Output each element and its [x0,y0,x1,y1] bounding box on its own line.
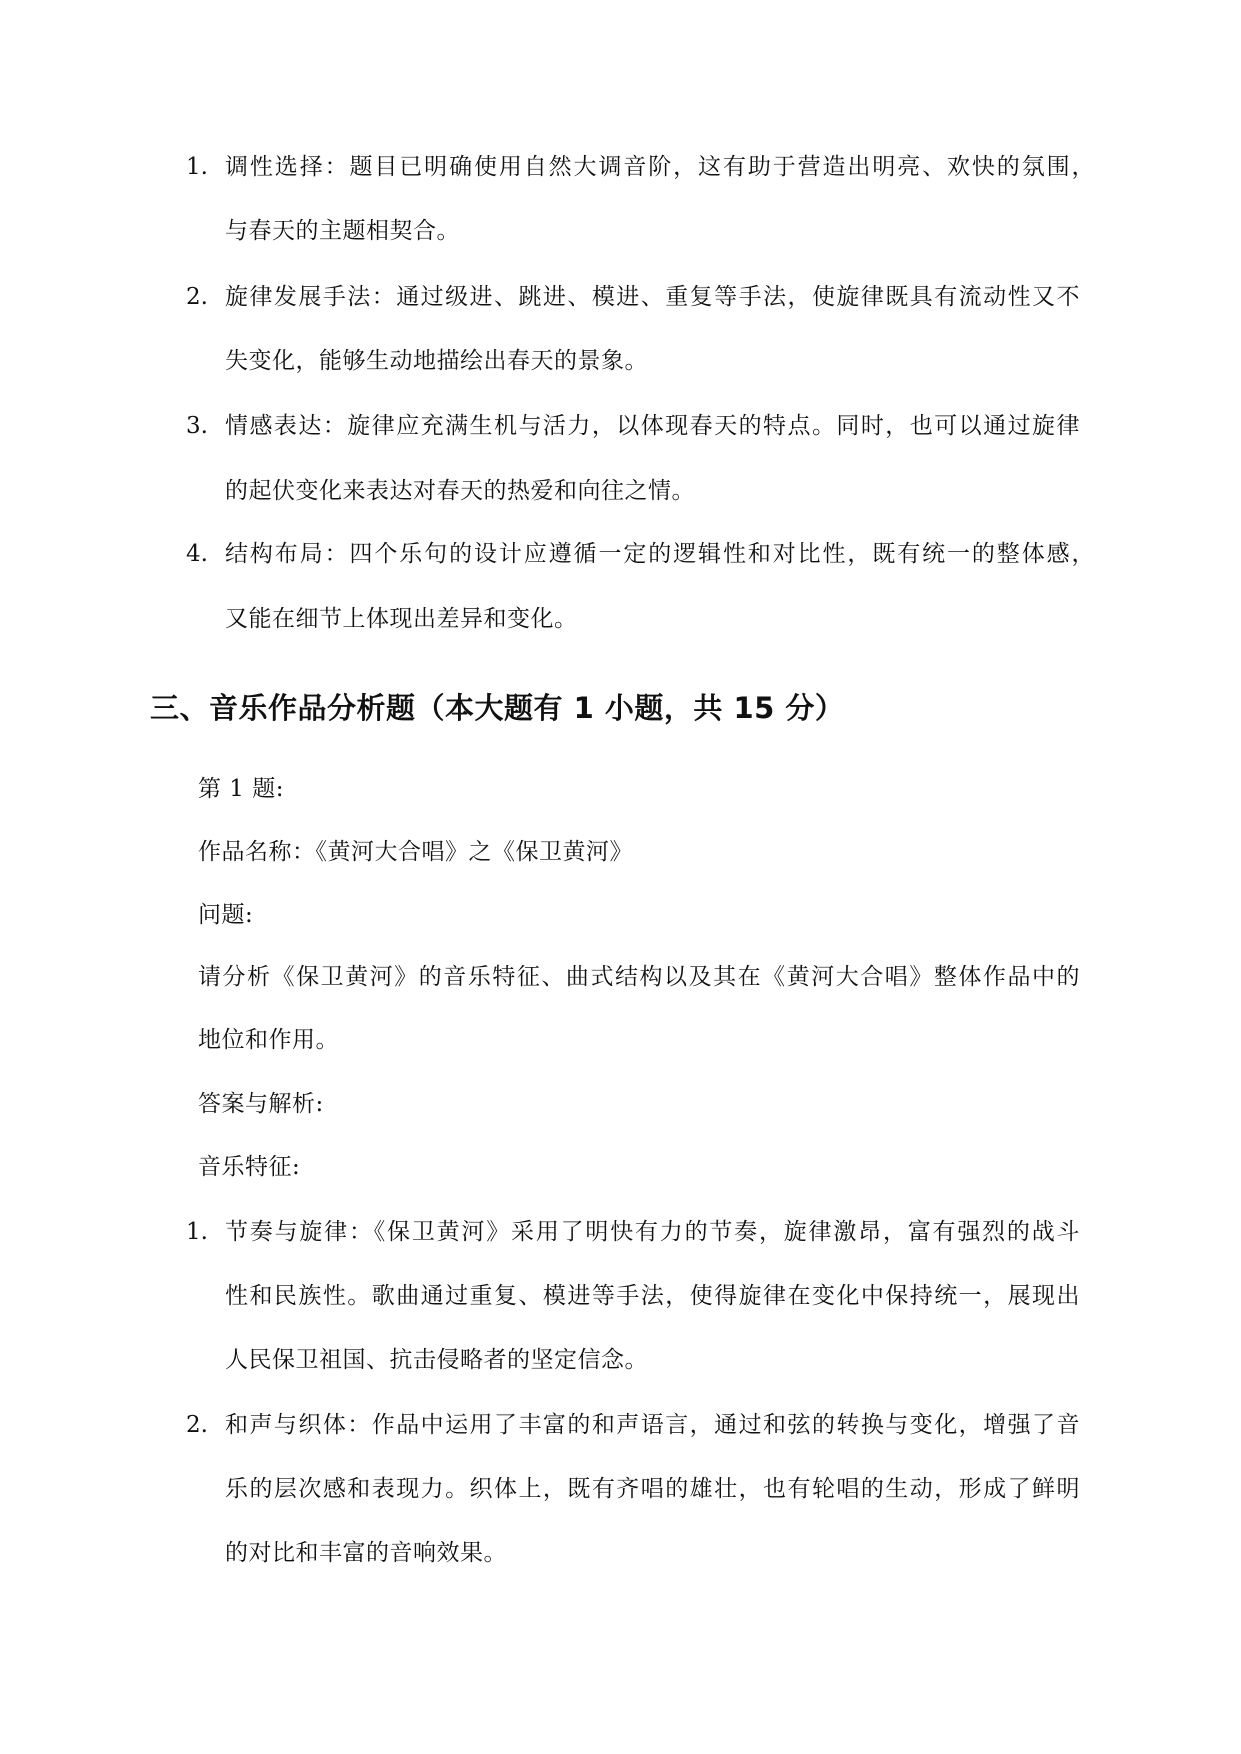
list-item-number: 3. [186,413,208,439]
question-title: 问题: [198,902,254,928]
list-item-line: 人民保卫祖国、抗击侵略者的坚定信念。 [225,1347,648,1373]
list-item-line: 和声与织体：作品中运用了丰富的和声语言，通过和弦的转换与变化，增强了音 [225,1412,1080,1438]
list-item-line: 的对比和丰富的音响效果。 [225,1540,507,1566]
section-heading: 三、音乐作品分析题（本大题有 1 小题，共 15 分） [150,691,845,725]
list-item-line: 乐的层次感和表现力。织体上，既有齐唱的雄壮，也有轮唱的生动，形成了鲜明 [225,1476,1080,1502]
list-item-line: 节奏与旋律：《保卫黄河》采用了明快有力的节奏，旋律激昂，富有强烈的战斗 [225,1219,1080,1245]
question-text-line: 请分析《保卫黄河》的音乐特征、曲式结构以及其在《黄河大合唱》整体作品中的 [198,964,1080,990]
list-item-line: 与春天的主题相契合。 [225,218,460,244]
list-item-line: 的起伏变化来表达对春天的热爱和向往之情。 [225,478,695,504]
list-item-number: 1. [186,1219,208,1245]
music-features-label: 音乐特征: [198,1154,301,1180]
list-item-number: 2. [186,1412,208,1438]
list-item-line: 又能在细节上体现出差异和变化。 [225,606,578,632]
list-item-number: 1. [186,154,208,180]
list-item-line: 情感表达：旋律应充满生机与活力，以体现春天的特点。同时，也可以通过旋律 [225,413,1080,439]
list-item-number: 2. [186,284,208,310]
question-text-line: 地位和作用。 [198,1027,339,1053]
list-item-number: 4. [186,541,208,567]
list-item-line: 结构布局：四个乐句的设计应遵循一定的逻辑性和对比性，既有统一的整体感， [225,541,1095,567]
list-item-line: 旋律发展手法：通过级进、跳进、模进、重复等手法，使旋律既具有流动性又不 [225,284,1080,310]
list-item-line: 失变化，能够生动地描绘出春天的景象。 [225,348,648,374]
answer-label: 答案与解析: [198,1091,324,1117]
work-name: 作品名称：《黄河大合唱》之《保卫黄河》 [198,839,633,865]
list-item-line: 调性选择：题目已明确使用自然大调音阶，这有助于营造出明亮、欢快的氛围， [225,154,1095,180]
list-item-line: 性和民族性。歌曲通过重复、模进等手法，使得旋律在变化中保持统一，展现出 [225,1283,1080,1309]
question-label: 第 1 题: [198,776,285,802]
